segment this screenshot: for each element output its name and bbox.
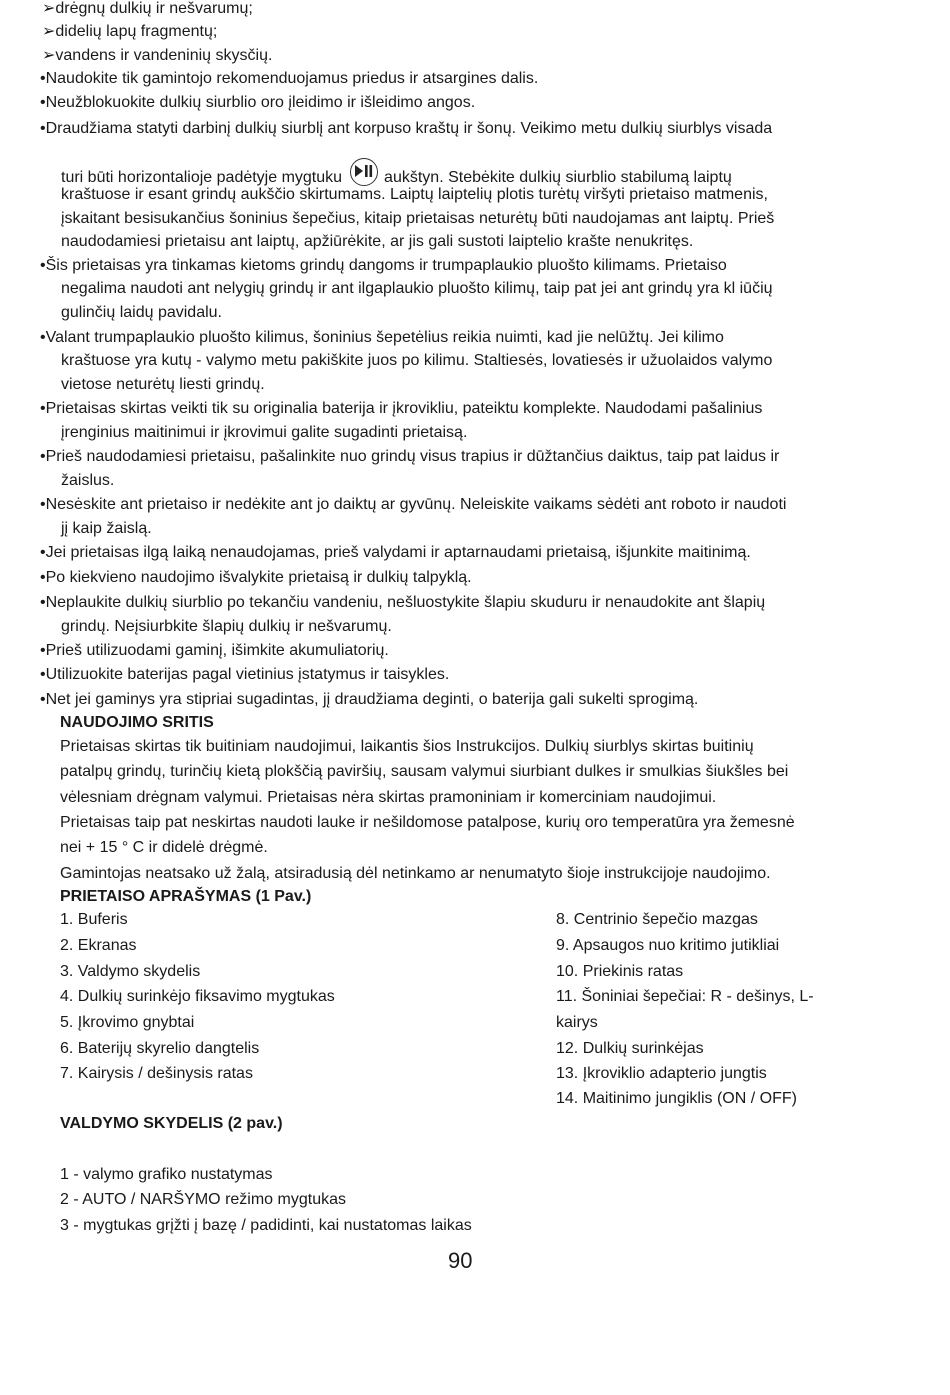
- list-item: 7. Kairysis / dešinysis ratas: [60, 1065, 253, 1082]
- page-number: 90: [448, 1248, 473, 1273]
- text-line: •Jei prietaisas ilgą laiką nenaudojamas, prieš valydami ir aptarnaudami prietaisą, išjunkite maitinimą.: [40, 544, 751, 561]
- text-line: kraštuose yra kutų - valymo metu pakiškite juos po kilimu. Staltiesės, lovatiesės ir užuolaidos valymo: [61, 352, 773, 369]
- text-line: •Prieš naudodamiesi prietaisu, pašalinkite nuo grindų visus trapius ir dūžtančius daiktus, taip pat laidus ir: [40, 448, 780, 465]
- list-item: 5. Įkrovimo gnybtai: [60, 1014, 195, 1031]
- paragraph-line: Prietaisas skirtas tik buitiniam naudojimui, laikantis šios Instrukcijos. Dulkių siurblys skirtas buitinių: [60, 738, 754, 755]
- list-item-continuation: kairys: [556, 1014, 598, 1031]
- text-line: •Šis prietaisas yra tinkamas kietoms grindų dangoms ir trumpaplaukio pluošto kilimams. Prietaiso: [40, 257, 727, 274]
- paragraph-line: nei + 15 ° C ir didelė drėgmė.: [60, 839, 268, 856]
- text-line: ➢vandens ir vandeninių skysčių.: [42, 47, 273, 64]
- list-item: 13. Įkroviklio adapterio jungtis: [556, 1065, 767, 1082]
- text-segment: turi būti horizontalioje padėtyje mygtuku: [61, 169, 343, 186]
- list-item: 3 - mygtukas grįžti į bazę / padidinti, kai nustatomas laikas: [60, 1217, 472, 1234]
- text-line: •Draudžiama statyti darbinį dulkių siurblį ant korpuso kraštų ir šonų. Veikimo metu dulkių siurblys visada: [40, 120, 773, 137]
- list-item: 14. Maitinimo jungiklis (ON / OFF): [556, 1090, 797, 1107]
- list-item: 6. Baterijų skyrelio dangtelis: [60, 1040, 260, 1057]
- list-item: 2 - AUTO / NARŠYMO režimo mygtukas: [60, 1191, 346, 1208]
- text-line: •Naudokite tik gamintojo rekomenduojamus priedus ir atsargines dalis.: [40, 70, 539, 87]
- text-segment: aukštyn. Stebėkite dulkių siurblio stabilumą laiptų: [384, 169, 732, 186]
- text-line: vietose neturėtų liesti grindų.: [61, 376, 265, 393]
- list-item: 10. Priekinis ratas: [556, 963, 684, 980]
- paragraph-line: Gamintojas neatsako už žalą, atsiradusią dėl netinkamo ar nenumatyto šioje instrukcijoje naudojimo.: [60, 865, 771, 882]
- text-line: grindų. Neįsiurbkite šlapių dulkių ir nešvarumų.: [61, 618, 392, 635]
- paragraph-line: patalpų grindų, turinčių kietą plokščią paviršių, sausam valymui siurbiant dulkes ir smulkias šiukšles bei: [60, 763, 789, 780]
- paragraph-line: vėlesniam drėgnam valymui. Prietaisas nėra skirtas pramoniniam ir komerciniam naudojimui.: [60, 789, 717, 806]
- text-line: •Po kiekvieno naudojimo išvalykite prietaisą ir dulkių talpyklą.: [40, 569, 472, 586]
- text-line: ➢drėgnų dulkių ir nešvarumų;: [42, 0, 253, 17]
- text-line: •Prieš utilizuodami gaminį, išimkite akumuliatorių.: [40, 642, 389, 659]
- text-line: ➢didelių lapų fragmentų;: [42, 23, 218, 40]
- text-line: naudodamiesi prietaisu ant laiptų, apžiūrėkite, ar jis gali sustoti laiptelio krašte nenukritęs.: [61, 233, 694, 250]
- list-item: 3. Valdymo skydelis: [60, 963, 201, 980]
- list-item: 1. Buferis: [60, 911, 128, 928]
- text-line: žaislus.: [61, 472, 115, 489]
- list-item: 9. Apsaugos nuo kritimo jutikliai: [556, 937, 780, 954]
- list-item: 12. Dulkių surinkėjas: [556, 1040, 704, 1057]
- text-line: •Neužblokuokite dulkių siurblio oro įleidimo ir išleidimo angos.: [40, 94, 476, 111]
- text-line: •Prietaisas skirtas veikti tik su originalia baterija ir įkrovikliu, pateiktu komplekte. Naudodami pašalinius: [40, 400, 763, 417]
- text-line: gulinčių laidų pavidalu.: [61, 304, 222, 321]
- section-heading-description: PRIETAISO APRAŠYMAS (1 Pav.): [60, 888, 312, 905]
- section-heading-panel: VALDYMO SKYDELIS (2 pav.): [60, 1115, 283, 1132]
- paragraph-line: Prietaisas taip pat neskirtas naudoti lauke ir nešildomose patalpose, kurių oro temperatūra yra žemesnė: [60, 814, 795, 831]
- play-pause-icon: [350, 158, 378, 186]
- list-item: 8. Centrinio šepečio mazgas: [556, 911, 758, 928]
- text-line: įskaitant besisukančius šoninius šepečius, kitaip prietaisas neturėtų būti naudojamas ant laiptų. Prieš: [61, 210, 775, 227]
- list-item: 11. Šoniniai šepečiai: R - dešinys, L-: [556, 988, 814, 1005]
- text-line: įrenginius maitinimui ir įkrovimui galite sugadinti prietaisą.: [61, 424, 468, 441]
- text-line: negalima naudoti ant nelygių grindų ir ant ilgaplaukio pluošto kilimų, taip pat jei ant grindų yra kl iūčių: [61, 280, 773, 297]
- text-line: •Utilizuokite baterijas pagal vietinius įstatymus ir taisykles.: [40, 666, 450, 683]
- text-line: •Net jei gaminys yra stipriai sugadintas, jį draudžiama deginti, o baterija gali sukelti sprogimą.: [40, 691, 699, 708]
- list-item: 4. Dulkių surinkėjo fiksavimo mygtukas: [60, 988, 335, 1005]
- list-item: 1 - valymo grafiko nustatymas: [60, 1166, 273, 1183]
- text-line: jį kaip žaislą.: [61, 520, 152, 537]
- list-item: 2. Ekranas: [60, 937, 137, 954]
- text-line: •Nesėskite ant prietaiso ir nedėkite ant jo daiktų ar gyvūnų. Neleiskite vaikams sėdėti ant roboto ir naudoti: [40, 496, 787, 513]
- text-line: •Valant trumpaplaukio pluošto kilimus, šoninius šepetėlius reikia nuimti, kad jie nelūžtų. Jei kilimo: [40, 329, 724, 346]
- text-line: kraštuose ir esant grindų aukščio skirtumams. Laiptų laiptelių plotis turėtų viršyti prietaiso matmenis,: [61, 186, 768, 203]
- text-line: •Neplaukite dulkių siurblio po tekančiu vandeniu, nešluostykite šlapiu skuduru ir nenaudokite ant šlapių: [40, 594, 766, 611]
- section-heading-scope: NAUDOJIMO SRITIS: [60, 714, 214, 731]
